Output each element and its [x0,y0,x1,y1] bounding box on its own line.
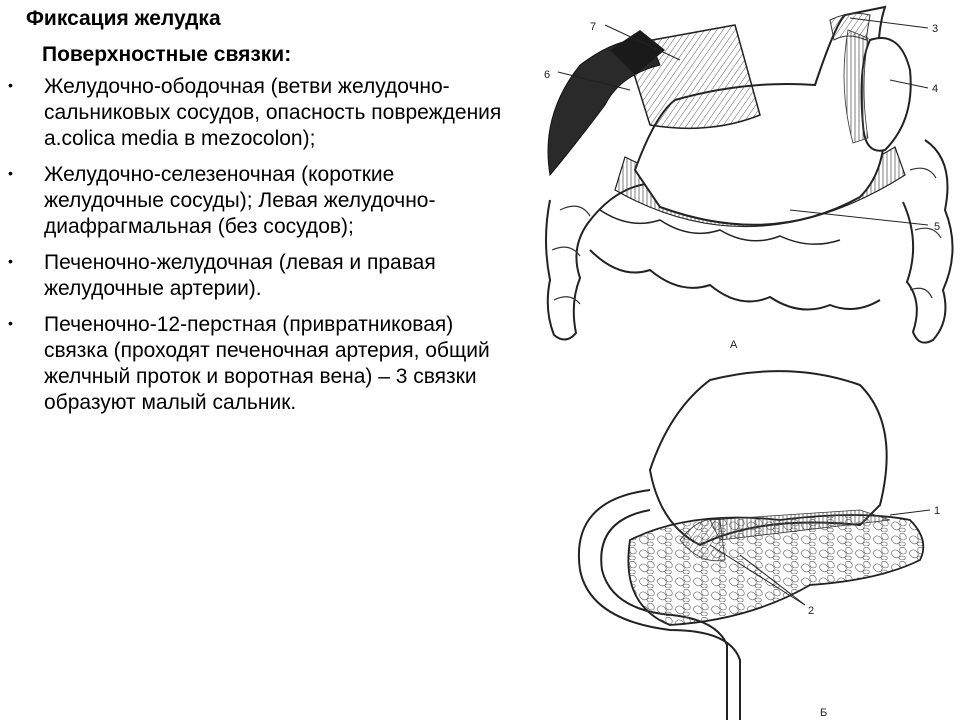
bullet-marker: • [8,253,13,269]
panel-b-label-2: 2 [808,605,815,617]
bullet-text: Печеночно-12-перстная (привратниковая) связка (проходят печеночная артерия, общий желчный проток и воротная вена) – 3 связки образуют малый сальник. [44,313,490,414]
panel-a-label-7: 7 [590,21,597,33]
panel-a-label-3: 3 [932,23,939,35]
slide-title: Фиксация желудка [26,7,221,30]
bullet-marker: • [8,165,13,181]
bullet-text: Желудочно-селезеночная (короткие желудочные сосуды); Левая желудочно-диафрагмальная (без сосудов); [44,163,436,238]
anatomy-illustration [530,0,960,720]
spleen [862,38,911,151]
panel-a-caption: А [730,339,738,351]
panel-b-drawing [579,371,930,720]
panel-a-label-4: 4 [932,83,939,95]
bullet-marker: • [8,77,13,93]
panel-a-label-6: 6 [544,69,551,81]
bullet-list [8,74,518,426]
bullet-item [8,162,518,240]
bullet-item [8,74,518,152]
panel-b-caption: Б [820,707,828,719]
panel-a-label-5: 5 [934,221,941,233]
bullet-text: Печеночно-желудочная (левая и правая желудочные артерии). [44,251,436,300]
panel-a-drawing [546,7,953,343]
panel-b-label-1: 1 [934,505,941,517]
bullet-item [8,250,518,302]
bullet-text: Желудочно-ободочная (ветви желудочно-сальниковых сосудов, опасность повреждения a.colica media в mezocolon); [44,75,502,150]
transverse-colon [590,250,880,310]
slide-subtitle: Поверхностные связки: [42,43,292,66]
bullet-marker: • [8,315,13,331]
bullet-item [8,312,518,416]
